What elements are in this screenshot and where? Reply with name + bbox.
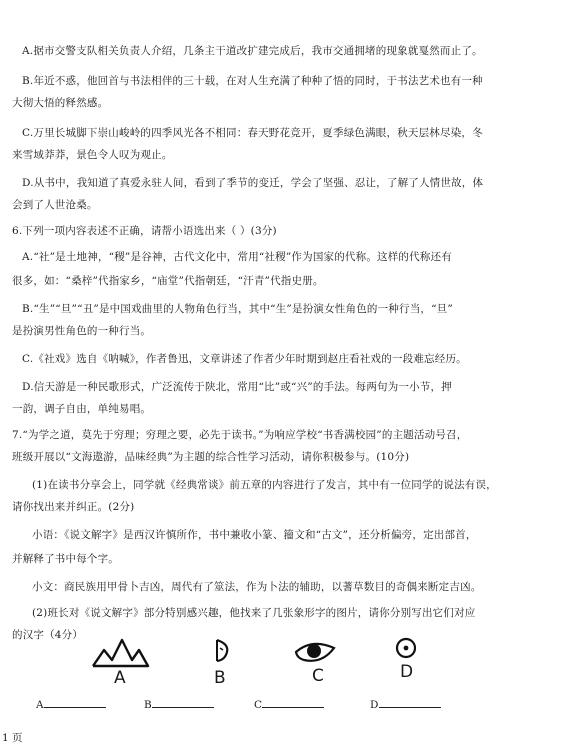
option-5b-cont: 大彻大悟的释然感。 xyxy=(12,97,109,109)
statement-xiaoyu-cont: 并解释了书中每个字。 xyxy=(12,553,119,565)
option-6d: D.信天游是一种民歌形式，广泛流传于陕北，常用“比”或“兴”的手法。每两句为一小节，押 xyxy=(22,381,452,393)
answer-blank-c[interactable] xyxy=(254,698,324,712)
option-5a: A.据市交警支队相关负责人介绍，几条主干道改扩建完成后，我市交通拥堵的现象就戛然而止了。 xyxy=(22,45,483,57)
statement-xiaoyu: 小语：《说文解字》是西汉许慎所作，书中兼收小篆、籀文和“古文”，还分析偏旁，定出部首， xyxy=(32,529,477,541)
option-5c: C.万里长城脚下崇山峻岭的四季风光各不相同：春天野花竞开，夏季绿色满眼，秋天层林尽染，冬 xyxy=(22,127,483,139)
pictograph-label-b: B xyxy=(214,668,226,688)
question-6: 6.下列一项内容表述不正确，请帮小语选出来（ ）(3分) xyxy=(12,225,277,237)
question-7: 7.“为学之道，莫先于穷理；穷理之要，必先于读书。”为响应学校“书香满校园”的主题活动号召， xyxy=(12,429,468,441)
answer-line[interactable] xyxy=(44,698,106,708)
option-5d: D.从书中，我知道了真爱永驻人间，看到了季节的变迁，学会了坚强、忍让，了解了人情世故，体 xyxy=(22,177,484,189)
answer-blank-d[interactable] xyxy=(370,698,441,712)
answer-line[interactable] xyxy=(262,698,324,708)
option-6c: C.《社戏》选自《呐喊》，作者鲁迅，文章讲述了作者少年时期到赵庄看社戏的一段难忘经历。 xyxy=(22,353,467,365)
pictograph-label-a: A xyxy=(114,668,126,688)
subquestion-7-1: (1)在读书分享会上，同学就《经典常谈》前五章的内容进行了发言，其中有一位同学的说法有误， xyxy=(32,479,497,491)
answer-line[interactable] xyxy=(152,698,214,708)
answer-blank-b[interactable] xyxy=(144,698,214,712)
sun-pictograph-icon xyxy=(394,636,418,660)
subquestion-7-2: (2)班长对《说文解字》部分特别感兴趣，他找来了几张象形字的图片，请你分别写出它们对应 xyxy=(32,607,476,619)
option-6a: A.“社”是土地神，“稷”是谷神，古代文化中，常用“社稷”作为国家的代称。这样的代称还有 xyxy=(22,251,452,263)
answer-blank-label: C xyxy=(254,699,263,711)
pictograph-label-d: D xyxy=(400,662,414,682)
statement-xiaowen: 小文：商民族用甲骨卜吉凶，周代有了筮法，作为卜法的辅助，以蓍草数目的奇偶来断定吉凶。 xyxy=(32,581,482,593)
pictograph-label-c: C xyxy=(312,666,324,686)
option-5c-cont: 来雪域莽莽，景色令人叹为观止。 xyxy=(12,149,173,161)
option-5b: B.年近不惑，他回首与书法相伴的三十载，在对人生充满了种种了悟的同时，于书法艺术也有一种 xyxy=(22,75,483,87)
moon-pictograph-icon xyxy=(212,638,232,664)
option-6b-cont: 是扮演男性角色的一种行当。 xyxy=(12,325,152,337)
option-6d-cont: 一韵，调子自由，单纯易唱。 xyxy=(12,403,152,415)
mountain-pictograph-icon xyxy=(90,636,150,672)
answer-blank-label: A xyxy=(36,699,44,711)
page-footer: 1 页 xyxy=(2,732,23,744)
option-6a-cont: 很多，如：“桑梓”代指家乡，“庙堂”代指朝廷，“汗青”代指史册。 xyxy=(12,275,324,287)
subquestion-7-2-cont: 的汉字（4分） xyxy=(12,629,84,641)
answer-blank-label: D xyxy=(370,699,379,711)
answer-blank-label: B xyxy=(144,699,152,711)
option-6b: B.“生”“旦”“丑”是中国戏曲里的人物角色行当，其中“生”是扮演女性角色的一种行当，“旦” xyxy=(22,303,453,315)
option-5d-cont: 会到了人世沧桑。 xyxy=(12,199,98,211)
answer-blank-a[interactable] xyxy=(36,698,106,712)
question-7-cont: 班级开展以“文海遨游，品味经典”为主题的综合性学习活动，请你积极参与。(10分) xyxy=(12,451,410,463)
answer-line[interactable] xyxy=(379,698,441,708)
subquestion-7-1-cont: 请你找出来并纠正。(2分) xyxy=(12,501,135,513)
